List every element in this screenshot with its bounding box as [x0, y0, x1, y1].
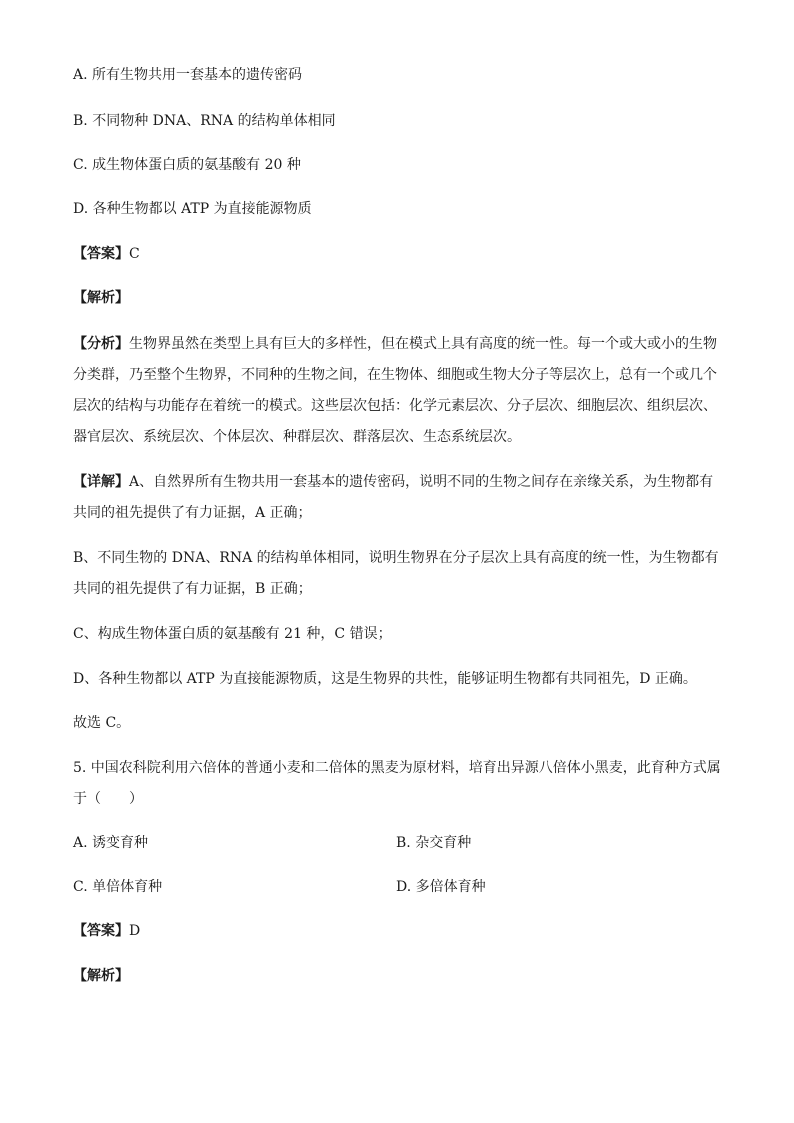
answer-value: D: [129, 923, 141, 939]
xiangjie-text: A、自然界所有生物共用一套基本的遗传密码，说明不同的生物之间存在亲缘关系，为生物都有: [129, 474, 714, 490]
q4-option-d: D. 各种生物都以 ATP 为直接能源物质: [73, 201, 312, 217]
q4-xiangjie-line-1: [73, 474, 713, 490]
q5-stem-line-1: 5. 中国农科院利用六倍体的普通小麦和二倍体的黑麦为原材料，培育出异源八倍体小黑麦，此育种方式属: [73, 760, 721, 776]
q5-option-c: C. 单倍体育种: [73, 879, 163, 895]
q4-fenxi-line-4: 器官层次、系统层次、个体层次、种群层次、群落层次、生态系统层次。: [73, 429, 521, 445]
q4-xiangjie-line-3: B、不同生物的 DNA、RNA 的结构单体相同，说明生物界在分子层次上具有高度的统一性，为生物都有: [73, 550, 719, 566]
fenxi-text: 生物界虽然在类型上具有巨大的多样性，但在模式上具有高度的统一性。每一个或大或小的生物: [129, 336, 717, 352]
q4-xiangjie-line-2: 共同的祖先提供了有力证据，A 正确；: [73, 505, 312, 521]
q4-xiangjie-line-4: 共同的祖先提供了有力证据，B 正确；: [73, 581, 312, 597]
q5-analysis-heading: 【解析】: [73, 968, 129, 984]
q5-stem-line-2: 于（ ）: [73, 791, 143, 807]
q5-option-b: B. 杂交育种: [396, 835, 472, 851]
fenxi-label: 【分析】: [73, 336, 129, 352]
answer-label: 【答案】: [73, 923, 129, 939]
q4-option-b: B. 不同物种 DNA、RNA 的结构单体相同: [73, 113, 336, 129]
q4-option-a: A. 所有生物共用一套基本的遗传密码: [73, 67, 303, 83]
q4-fenxi-line-1: [73, 336, 717, 352]
q4-xiangjie-line-6: D、各种生物都以 ATP 为直接能源物质，这是生物界的共性，能够证明生物都有共同祖先，D 正确。: [73, 671, 697, 687]
q4-option-c: C. 成生物体蛋白质的氨基酸有 20 种: [73, 157, 301, 173]
q5-option-d: D. 多倍体育种: [396, 879, 486, 895]
q5-answer: [73, 923, 140, 939]
xiangjie-label: 【详解】: [73, 474, 129, 490]
q4-fenxi-line-3: 层次的结构与功能存在着统一的模式。这些层次包括：化学元素层次、分子层次、细胞层次、组织层次、: [73, 398, 717, 414]
q4-answer: [73, 246, 140, 262]
q4-analysis-heading: 【解析】: [73, 290, 129, 306]
answer-label: 【答案】: [73, 246, 129, 262]
q4-conclusion: 故选 C。: [73, 715, 131, 731]
q4-xiangjie-line-5: C、构成生物体蛋白质的氨基酸有 21 种，C 错误；: [73, 626, 392, 642]
q4-fenxi-line-2: 分类群，乃至整个生物界，不同种的生物之间，在生物体、细胞或生物大分子等层次上，总有一个或几个: [73, 367, 717, 383]
answer-value: C: [129, 246, 140, 262]
q5-option-a: A. 诱变育种: [73, 835, 149, 851]
